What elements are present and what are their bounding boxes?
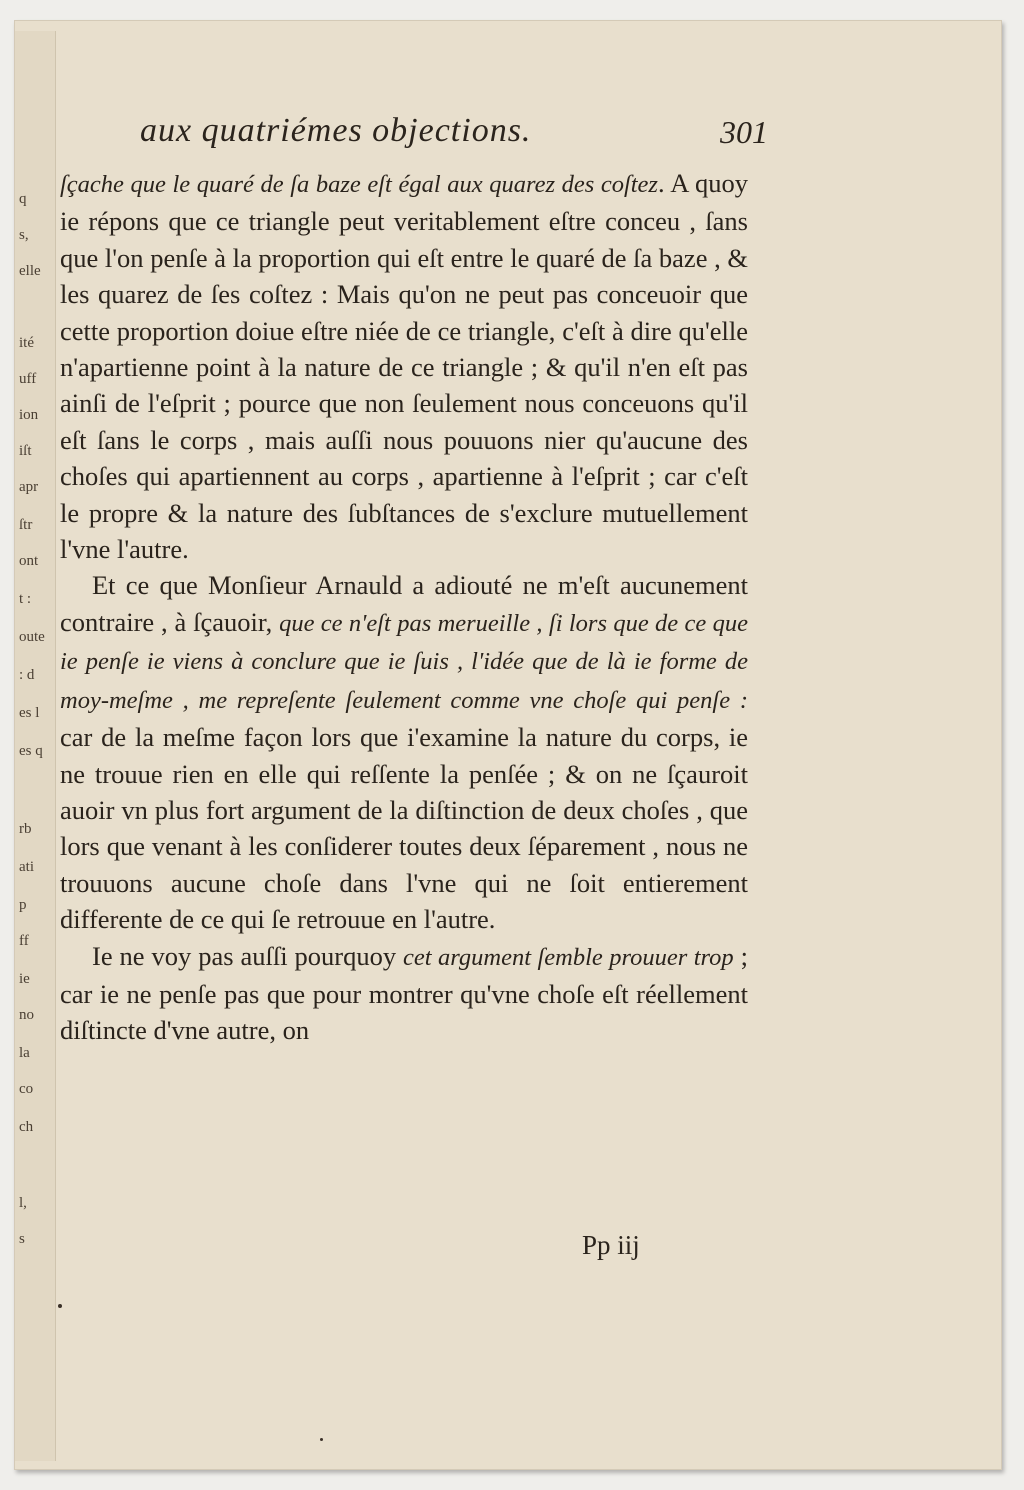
roman-passage: ; car ie ne penſe pas que pour montrer qu'vne choſe eſt réellement diſtincte d'vne autre, on	[60, 940, 748, 1046]
margin-fragment: s	[19, 1231, 25, 1247]
margin-fragment: ion	[19, 407, 39, 423]
margin-fragment: co	[19, 1081, 34, 1097]
signature-mark: Pp iij	[582, 1230, 640, 1260]
ink-speck	[58, 1304, 62, 1308]
margin-fragment: es l	[19, 705, 40, 721]
margin-fragment: ſtr	[19, 517, 33, 533]
italic-passage: que ce n'eſt pas merueille , ſi lors que de ce que ie penſe ie viens à conclure que ie ſuis , l'idée que de là ie forme de moy-meſme , me repreſente ſeulement comme vne choſe qui penſe :	[60, 609, 748, 714]
margin-fragment: q	[19, 191, 27, 207]
margin-fragment: iſt	[19, 443, 32, 459]
paragraph	[60, 165, 748, 567]
roman-passage: car de la meſme façon lors que i'examine la nature du corps, ie ne trouue rien en elle qui reſſente la penſée ; & on ne ſçauroit auoir vn plus fort argument de la diſtinction de deux choſes , que lors que venant à les conſiderer toutes deux ſéparement , nous ne trouuons aucune choſe dans l'vne qui ne ſoit entierement differente de ce qui ſe retrouue en l'autre.	[60, 722, 748, 935]
body-text	[60, 165, 748, 1049]
roman-passage: Et ce que Monſieur Arnauld a adiouté ne m'eſt aucunement contraire , à ſçauoir,	[60, 570, 748, 637]
margin-fragment: : d	[19, 667, 35, 683]
margin-fragment: uff	[19, 371, 37, 387]
margin-fragment: ch	[19, 1119, 34, 1135]
margin-fragment: apr	[19, 479, 39, 495]
margin-fragment: ie	[19, 971, 30, 987]
italic-passage: ſçache que le quaré de ſa baze eſt égal aux quarez des coſtez	[60, 171, 658, 198]
margin-fragment: es q	[19, 743, 43, 759]
running-head-title: aux quatriémes objections.	[140, 112, 532, 149]
margin-fragment: p	[19, 897, 27, 913]
running-head	[128, 100, 768, 160]
margin-fragment: l,	[19, 1195, 27, 1211]
margin-fragment: la	[19, 1045, 30, 1061]
margin-fragment: ont	[19, 553, 39, 569]
margin-fragment: rb	[19, 821, 32, 837]
margin-fragment: ff	[19, 933, 29, 949]
margin-fragment: elle	[19, 263, 41, 279]
margin-fragment: no	[19, 1007, 34, 1023]
paragraph	[60, 938, 748, 1049]
italic-passage: cet argument ſemble prouuer trop	[403, 943, 734, 971]
margin-fragment: s,	[19, 227, 29, 243]
roman-passage: Ie ne voy pas auſſi pourquoy	[92, 940, 397, 971]
page-number: 301	[720, 114, 768, 150]
roman-passage: . A quoy ie répons que ce triangle peut veritablement eſtre conceu , ſans que l'on penſe à la proportion qui eſt entre le quaré de ſa baze , & les quarez de ſes coſtez : Mais qu'on ne peut pas conceuoir que cette proportion doiue eſtre niée de ce triangle, c'eſt à dire qu'elle n'apartienne point à la nature de ce triangle ; & qu'il n'en eſt pas ainſi de l'eſprit ; pource que non ſeulement nous conceuons qu'il eſt ſans le corps , mais auſſi nous pouuons nier qu'aucune des choſes qui apartiennent au corps , apartienne à l'eſprit ; car c'eſt le propre & la nature des ſubſtances de s'exclure mutuellement l'vne l'autre.	[60, 168, 748, 565]
paragraph	[60, 567, 748, 937]
facing-page-edge	[15, 31, 56, 1461]
margin-fragment: oute	[19, 629, 45, 645]
margin-fragment: ité	[19, 335, 34, 351]
margin-fragment: ati	[19, 859, 34, 875]
ink-speck	[320, 1438, 323, 1441]
margin-fragment: t :	[19, 591, 32, 607]
